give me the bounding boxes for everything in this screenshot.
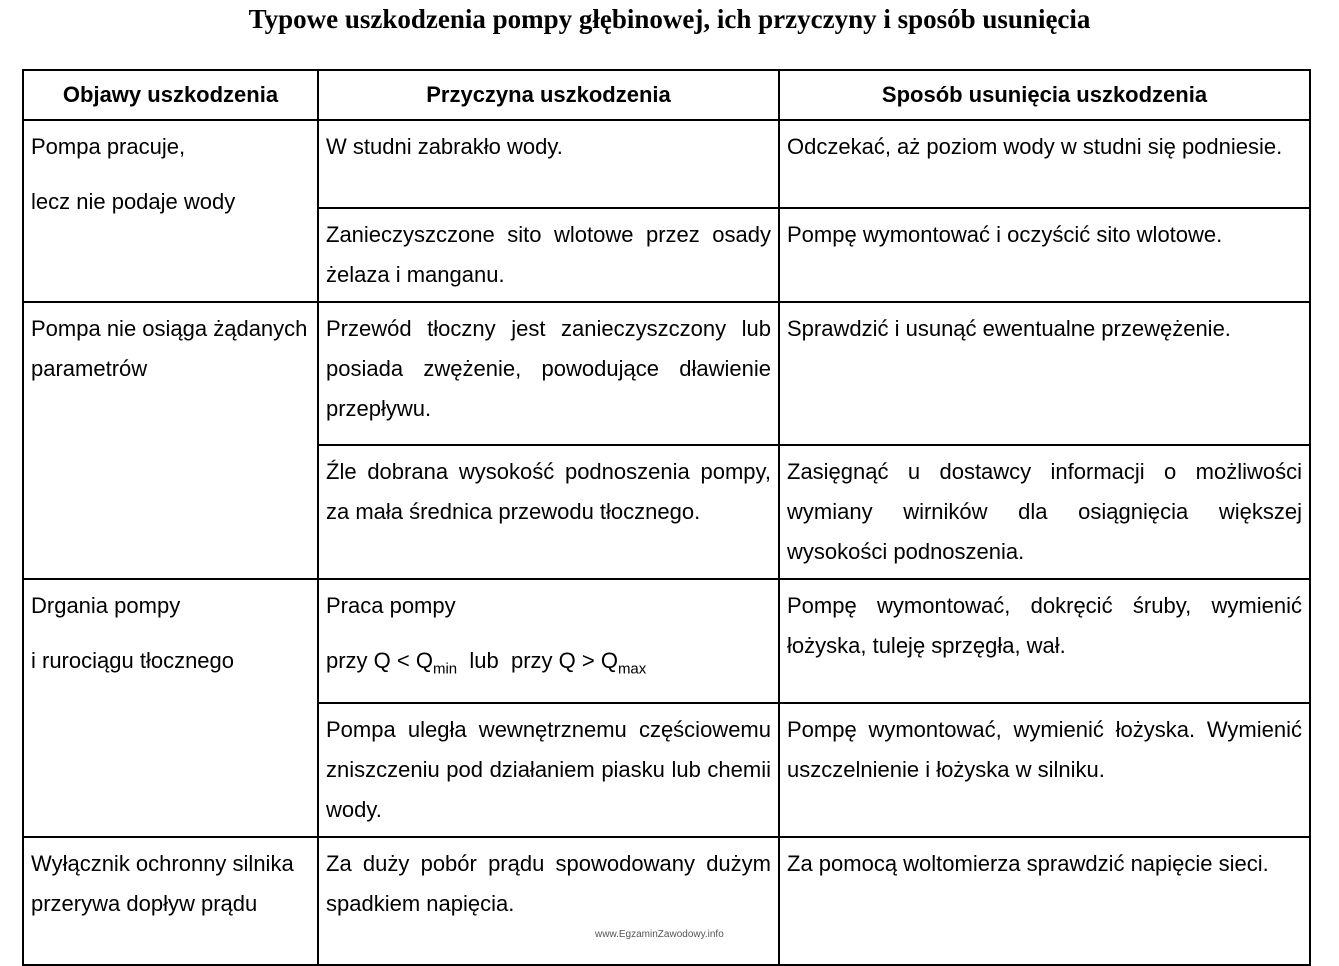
table-header-row [23, 70, 1310, 120]
watermark-text: www.EgzaminZawodowy.info [595, 929, 724, 940]
table-row [23, 837, 1310, 965]
cause-cell: Źle dobrana wysokość podnoszenia pompy, za mała średnica przewodu tłocznego. [318, 445, 779, 579]
table-row [23, 120, 1310, 208]
fix-cell: Pompę wymontować i oczyścić sito wlotowe. [779, 208, 1310, 302]
header-fix: Sposób usunięcia uszkodzenia [779, 70, 1310, 120]
fix-cell: Pompę wymontować, wymienić łożyska. Wymienić uszczelnienie i łożyska w silniku. [779, 703, 1310, 837]
cause-cell: Pompa uległa wewnętrznemu częściowemu zniszczeniu pod działaniem piasku lub chemii wody. [318, 703, 779, 837]
symptom-cell: Pompa nie osiąga żądanych parametrów [23, 302, 318, 579]
table-row [23, 302, 1310, 445]
fix-cell: Sprawdzić i usunąć ewentualne przewężenie. [779, 302, 1310, 445]
header-cause: Przyczyna uszkodzenia [318, 70, 779, 120]
flow-condition-b: lub przy Q > Q [457, 648, 618, 673]
damage-table [22, 69, 1311, 966]
cause-cell [318, 579, 779, 703]
cause-cell: Zanieczyszczone sito wlotowe przez osady żelaza i manganu. [318, 208, 779, 302]
table-row [23, 579, 1310, 703]
symptom-cell [23, 120, 318, 302]
symptom-cell: Wyłącznik ochronny silnika przerywa dopływ prądu [23, 837, 318, 965]
symptom-line: Pompa pracuje, [31, 134, 186, 159]
cause-cell: W studni zabrakło wody. [318, 120, 779, 208]
qmax-subscript: max [617, 660, 647, 678]
flow-condition-a: przy Q < Q [326, 648, 433, 673]
cause-cell: Przewód tłoczny jest zanieczyszczony lub posiada zwężenie, powodujące dławienie przepływu. [318, 302, 779, 445]
fix-cell: Zasięgnąć u dostawcy informacji o możliwości wymiany wirników dla osiągnięcia większej wysokości podnoszenia. [779, 445, 1310, 579]
symptom-line: Drgania pompy [31, 593, 181, 618]
header-symptoms: Objawy uszkodzenia [23, 70, 318, 120]
symptom-cell [23, 579, 318, 837]
cause-cell: Za duży pobór prądu spowodowany dużym spadkiem napięcia. [318, 837, 779, 965]
symptom-line: lecz nie podaje wody [31, 189, 236, 214]
flow-condition [326, 626, 771, 696]
cause-line: Praca pompy [326, 593, 456, 618]
fix-cell: Za pomocą woltomierza sprawdzić napięcie sieci. [779, 837, 1310, 965]
fix-cell: Pompę wymontować, dokręcić śruby, wymienić łożyska, tuleję sprzęgła, wał. [779, 579, 1310, 703]
page-title: Typowe uszkodzenia pompy głębinowej, ich przyczyny i sposób usunięcia [248, 4, 1091, 34]
symptom-line: i rurociągu tłocznego [31, 648, 235, 673]
fix-cell: Odczekać, aż poziom wody w studni się podniesie. [779, 120, 1310, 208]
qmin-subscript: min [432, 660, 458, 678]
